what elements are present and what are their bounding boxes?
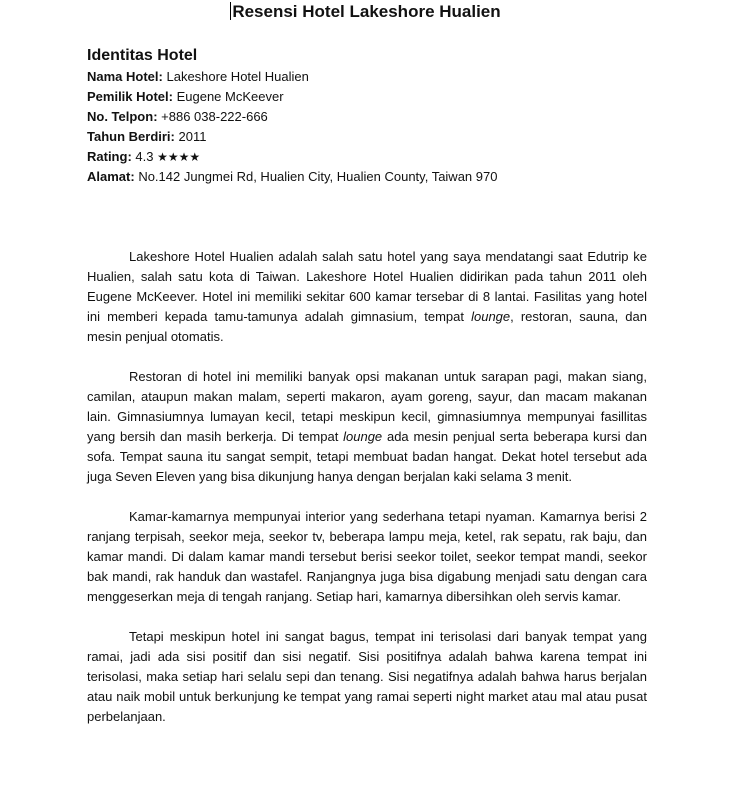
paragraph-text: ada mesin penjual serta beberapa kursi dan sofa. Tempat sauna itu sangat sempit, tetapi membuat badan hangat. Dekat hotel tersebut ada juga Seven Eleven yang bisa dikunjung hanya dengan berjalan kaki selama 3 menit. bbox=[87, 429, 647, 484]
field-rating bbox=[87, 147, 647, 167]
field-value: 4.3 bbox=[135, 149, 154, 164]
field-label: Nama Hotel: bbox=[87, 69, 163, 84]
paragraph-text: Restoran di hotel ini memiliki banyak opsi makanan untuk sarapan pagi, makan siang, camilan, ataupun makan malam, seperti makaron, ayam goreng, sayur, dan macam makanan lain. Gimnasiumnya lumayan kecil, tetapi meskipun kecil, gimnasiumnya mempunyai fasillitas yang bersih dan masih berkerja. Di tempat bbox=[87, 369, 647, 444]
hotel-identity-section bbox=[87, 46, 647, 187]
star-icon: ★ bbox=[189, 150, 201, 164]
field-label: Tahun Berdiri: bbox=[87, 129, 175, 144]
star-icon: ★ bbox=[167, 150, 179, 164]
field-hotel-owner bbox=[87, 87, 647, 107]
field-label: Pemilik Hotel: bbox=[87, 89, 173, 104]
field-hotel-name bbox=[87, 67, 647, 87]
field-value: No.142 Jungmei Rd, Hualien City, Hualien County, Taiwan 970 bbox=[138, 169, 498, 184]
field-value: +886 038-222-666 bbox=[161, 109, 268, 124]
paragraph-location: Tetapi meskipun hotel ini sangat bagus, tempat ini terisolasi dari banyak tempat yang ramai, jadi ada sisi positif dan sisi negatif. Sisi positifnya adalah bahwa karena tempat ini terisolasi, maka setiap hari selalu sepi dan tenang. Sisi negatifnya adalah bahwa harus berjalan atau naik mobil untuk berkunjung ke tempat yang ramai seperti night market atau mal atau pusat perbelanjaan. bbox=[87, 629, 647, 724]
identity-heading: Identitas Hotel bbox=[87, 47, 198, 64]
field-label: Rating: bbox=[87, 149, 132, 164]
field-address bbox=[87, 167, 647, 187]
italic-term: lounge bbox=[343, 429, 383, 444]
field-label: Alamat: bbox=[87, 169, 135, 184]
field-value: Lakeshore Hotel Hualien bbox=[166, 69, 309, 84]
field-value: 2011 bbox=[178, 129, 207, 144]
field-phone bbox=[87, 107, 647, 127]
paragraph-text: , restoran, sauna, dan mesin penjual otomatis. bbox=[87, 309, 647, 344]
field-year-founded bbox=[87, 127, 647, 147]
paragraph-text: Lakeshore Hotel Hualien adalah salah satu hotel yang saya mendatangi saat Edutrip ke Hualien, salah satu kota di Taiwan. Lakeshore Hotel Hualien didirikan pada tahun 2011 oleh Eugene McKeever. Hotel ini memiliki sekitar 600 kamar tersebar di 8 lantai. Fasilitas yang hotel ini memberi kepada tamu-tamunya adalah gimnasium, tempat bbox=[87, 249, 647, 324]
field-label: No. Telpon: bbox=[87, 109, 158, 124]
italic-term: lounge bbox=[471, 309, 511, 324]
star-icon: ★ bbox=[178, 150, 190, 164]
document-title-text: Resensi Hotel Lakeshore Hualien bbox=[232, 2, 501, 21]
paragraph-rooms: Kamar-kamarnya mempunyai interior yang sederhana tetapi nyaman. Kamarnya berisi 2 ranjang terpisah, seekor meja, seekor tv, beberapa lampu meja, ketel, rak sepatu, rak baju, dan kamar mandi. Di dalam kamar mandi tersebut berisi seekor toilet, seekor tempat mandi, seekor bak mandi, rak handuk dan wastafel. Ranjangnya juga bisa digabung menjadi satu dengan cara menggeserkan meja di tengah ranjang. Setiap hari, kamarnya dibersihkan oleh servis kamar. bbox=[87, 509, 647, 604]
field-value: Eugene McKeever bbox=[176, 89, 284, 104]
star-icon: ★ bbox=[157, 150, 168, 164]
review-body bbox=[87, 247, 647, 747]
paragraph-intro bbox=[87, 247, 647, 347]
paragraph-facilities bbox=[87, 367, 647, 487]
document-title[interactable] bbox=[0, 0, 731, 24]
